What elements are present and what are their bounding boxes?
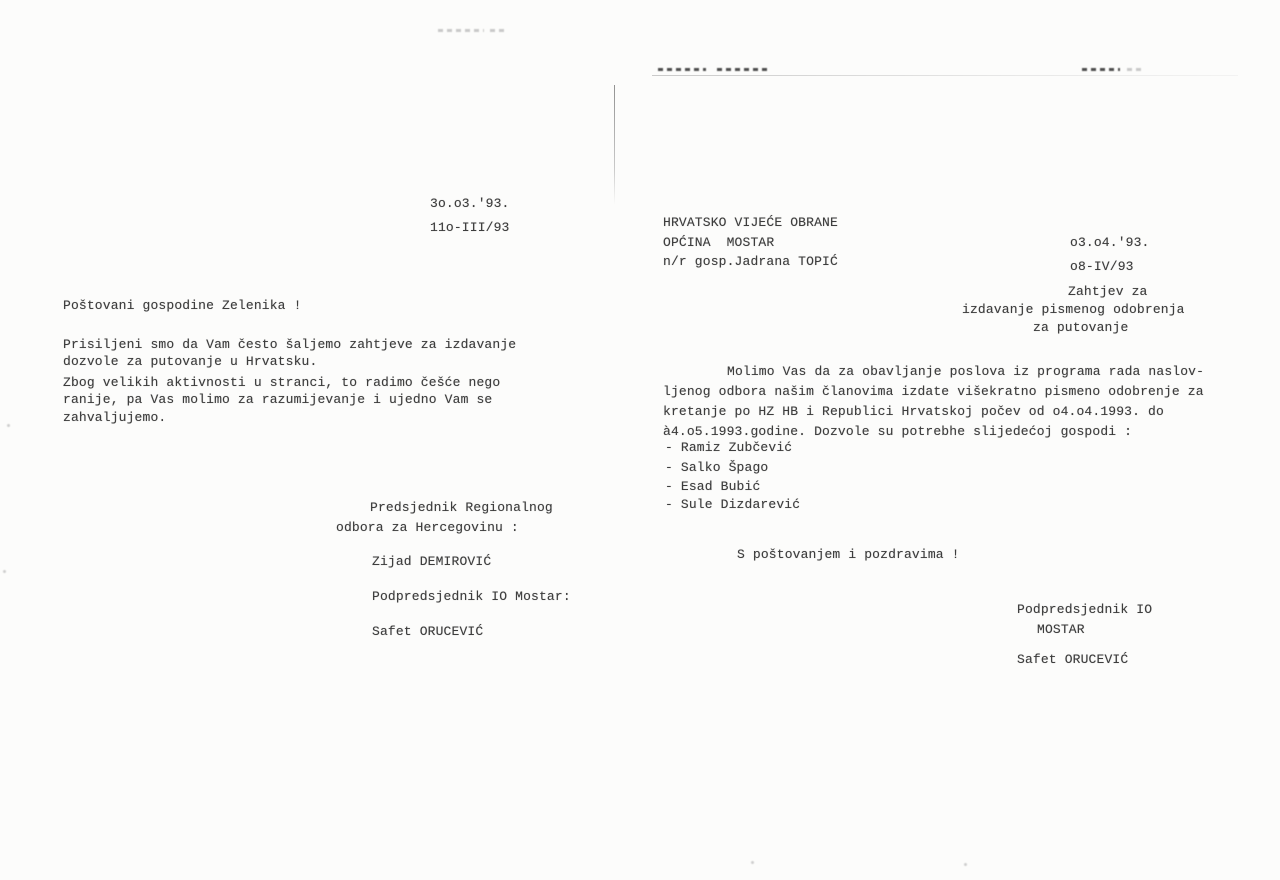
signatory-name: Zijad DEMIROVIĆ <box>372 554 492 569</box>
signatory-role: MOSTAR <box>1037 622 1085 637</box>
body-line: zahvaljujemo. <box>63 410 167 425</box>
cut-off-text-artifact <box>1127 68 1142 71</box>
body-line: Molimo Vas da za obavljanje poslova iz programa rada naslov- <box>727 364 1205 379</box>
scan-speck <box>751 861 754 864</box>
cut-off-text-artifact <box>490 29 508 32</box>
recipient-line: HRVATSKO VIJEĆE OBRANE <box>663 215 838 230</box>
body-line: ranije, pa Vas molimo za razumijevanje i ujedno Vam se <box>63 392 493 407</box>
subject-line: Zahtjev za <box>1068 284 1148 299</box>
list-item-name: - Salko Špago <box>665 460 769 475</box>
signatory-role: Podpredsjednik IO Mostar: <box>372 589 571 604</box>
recipient-line: n/r gosp.Jadrana TOPIĆ <box>663 254 838 269</box>
body-line: kretanje po HZ HB i Republici Hrvatskoj počev od o4.o4.1993. do <box>663 404 1164 419</box>
subject-line: za putovanje <box>1033 320 1129 335</box>
cut-off-text-artifact <box>438 29 484 32</box>
subject-line: izdavanje pismenog odobrenja <box>962 302 1185 317</box>
signatory-name: Safet ORUCEVIĆ <box>1017 652 1129 667</box>
reference-number: 11o-III/93 <box>430 220 510 235</box>
date-line: o3.o4.'93. <box>1070 235 1150 250</box>
body-line: ljenog odbora našim članovima izdate višekratno pismeno odobrenje za <box>663 384 1204 399</box>
body-line: Prisiljeni smo da Vam često šaljemo zahtjeve za izdavanje <box>63 337 517 352</box>
page-edge-line <box>652 75 1238 76</box>
signatory-role: Podpredsjednik IO <box>1017 602 1153 617</box>
list-item-name: - Ramiz Zubčević <box>665 440 793 455</box>
reference-number: o8-IV/93 <box>1070 259 1134 274</box>
date-line: 3o.o3.'93. <box>430 196 510 211</box>
signatory-role: Predsjednik Regionalnog <box>370 500 553 515</box>
scan-speck <box>7 424 10 427</box>
cut-off-text-artifact <box>717 68 767 71</box>
cut-off-text-artifact <box>658 68 706 71</box>
body-line: Zbog velikih aktivnosti u stranci, to radimo češće nego <box>63 375 501 390</box>
body-line: dozvole za putovanje u Hrvatsku. <box>63 354 318 369</box>
scan-speck <box>3 570 6 573</box>
recipient-line: OPĆINA MOSTAR <box>663 235 775 250</box>
page-fold-line <box>614 85 615 205</box>
scan-speck <box>964 863 967 866</box>
list-item-name: - Sule Dizdarević <box>665 497 801 512</box>
signatory-role: odbora za Hercegovinu : <box>336 520 519 535</box>
closing-line: S poštovanjem i pozdravima ! <box>737 547 960 562</box>
body-line: à4.o5.1993.godine. Dozvole su potrebhe slijedećoj gospodi : <box>663 424 1133 439</box>
salutation: Poštovani gospodine Zelenika ! <box>63 298 302 313</box>
signatory-name: Safet ORUCEVIĆ <box>372 624 484 639</box>
list-item-name: - Esad Bubić <box>665 479 761 494</box>
cut-off-text-artifact <box>1082 68 1120 71</box>
